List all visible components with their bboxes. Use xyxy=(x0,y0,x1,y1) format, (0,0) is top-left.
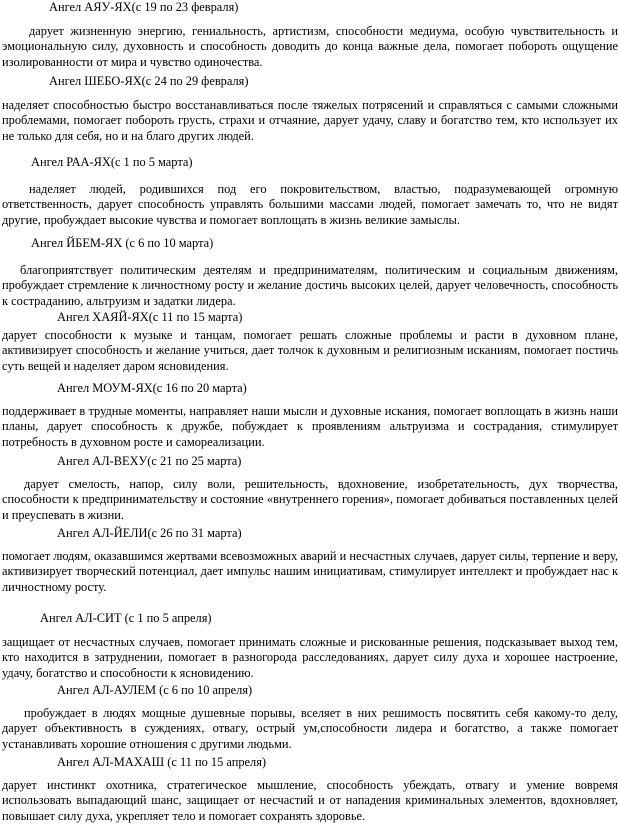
angel-entry xyxy=(0,526,620,595)
angel-description: поддерживает в трудные моменты, направляет наши мысли и духовные искания, помогает воплощать в жизнь наши планы, дарует способность к дружбе, побуждает к проявлениям альтруизма и сострадания, стимулирует потребность в духовном росте и самореализации. xyxy=(2,404,618,449)
angel-description: помогает людям, оказавшимся жертвами всевозможных аварий и несчастных случаев, дарует силы, терпение и веру, активизирует творческий потенциал, дает импульс нашим инициативам, стимулирует интеллект и пробуждает нас к личностному росту. xyxy=(2,549,619,594)
angel-heading: Ангел РАА-ЯХ(с 1 по 5 марта) xyxy=(31,155,193,169)
angel-entry xyxy=(0,155,620,228)
angel-entry xyxy=(0,755,620,824)
angel-heading: Ангел АЯУ-ЯХ(с 19 по 23 февраля) xyxy=(49,0,239,14)
angel-entry xyxy=(0,236,620,309)
angel-heading: Ангел АЛ-МАХАШ (с 11 по 15 апреля) xyxy=(57,755,267,769)
angel-heading: Ангел АЛ-ЙЕЛИ(с 26 по 31 марта) xyxy=(57,526,242,540)
angel-description: наделяет людей, родившихся под его покровительством, властью, подразумевающей огромную ответственность, дарует способность управлять большими массами людей, помогает замечать то, что не видят другие, пробуждает высокие чувства и помогает воплощать в жизнь великие замыслы. xyxy=(2,182,618,227)
angel-entry xyxy=(0,74,620,144)
angel-description: благоприятствует политическим деятелям и предпринимателям, политическим и социальным движениям, пробуждает стремление к личностному росту и желание достичь высоких целей, дарует человечность, способность к состраданию, альтруизм и задатки лидера. xyxy=(2,263,618,308)
angel-heading: Ангел ЙБЕМ-ЯХ (с 6 по 10 марта) xyxy=(31,236,214,250)
angel-heading: Ангел АЛ-АУЛЕМ (с 6 по 10 апреля) xyxy=(57,683,253,697)
angel-heading: Ангел ШЕБО-ЯХ(с 24 по 29 февраля) xyxy=(49,74,249,88)
angel-entry xyxy=(0,611,620,681)
angel-description: дарует смелость, напор, силу воли, решительность, вдохновение, изобретательность, дух творчества, способности к предпринимательству и состояние «внутреннего горения», помогает добиваться поставленных целей и преуспевать в жизни. xyxy=(2,477,618,522)
angel-entry xyxy=(0,454,620,523)
angel-heading: Ангел АЛ-ВЕХУ(с 21 по 25 марта) xyxy=(57,454,242,468)
angel-heading: Ангел АЛ-СИТ (с 1 по 5 апреля) xyxy=(40,611,212,625)
angel-description: наделяет способностью быстро восстанавливаться после тяжелых потрясений и справляться с самыми сложными проблемами, помогает побороть грусть, страхи и отчаяние, дарует удачу, славу и богатство тем, кто использует их не только для себя, но и на благо других людей. xyxy=(2,98,618,143)
angel-entry xyxy=(0,0,620,70)
angel-heading: Ангел МОУМ-ЯХ(с 16 по 20 марта) xyxy=(57,381,247,395)
angel-entry xyxy=(0,683,620,752)
angel-entry xyxy=(0,310,620,374)
angel-description: пробуждает в людях мощные душевные порывы, вселяет в них решимость посвятить себя какому-то делу, дарует объективность в суждениях, отвагу, острый ум,способности лидера и богатство, а также помогает устанавливать хорошие отношения с другими людьми. xyxy=(2,706,618,751)
angel-description: защищает от несчастных случаев, помогает принимать сложные и рискованные решения, подсказывает выход тем, кто находится в затруднении, помогает в разногорода расследованиях, дарует силу духа и хорошее настроение, удачу, богатство и способности к ясновидению. xyxy=(2,635,618,680)
angel-description: дарует инстинкт охотника, стратегическое мышление, способность убеждать, отвагу и умение вовремя использовать выпадающий шанс, защищает от несчастий и от нападения криминальных элементов, вдохновляет, повышает силу духа, укрепляет тело и помогает сохранять здоровье. xyxy=(2,778,618,823)
angel-heading: Ангел ХАЯЙ-ЯХ(с 11 по 15 марта) xyxy=(57,310,243,324)
angel-entry xyxy=(0,381,620,450)
angel-description: дарует способности к музыке и танцам, помогает решать сложные проблемы и расти в духовном плане, активизирует способность и желание учиться, дает толчок к духовным и религиозным исканиям, помогает постичь суть вещей и наделяет даром ясновидения. xyxy=(2,328,618,373)
angel-description: дарует жизненную энергию, гениальность, артистизм, способности медиума, особую чувствительность и эмоциональную силу, духовность и способность доводить до конца важные дела, помогает побороть ощущение изолированности от мира и чувство одиночества. xyxy=(2,24,618,69)
